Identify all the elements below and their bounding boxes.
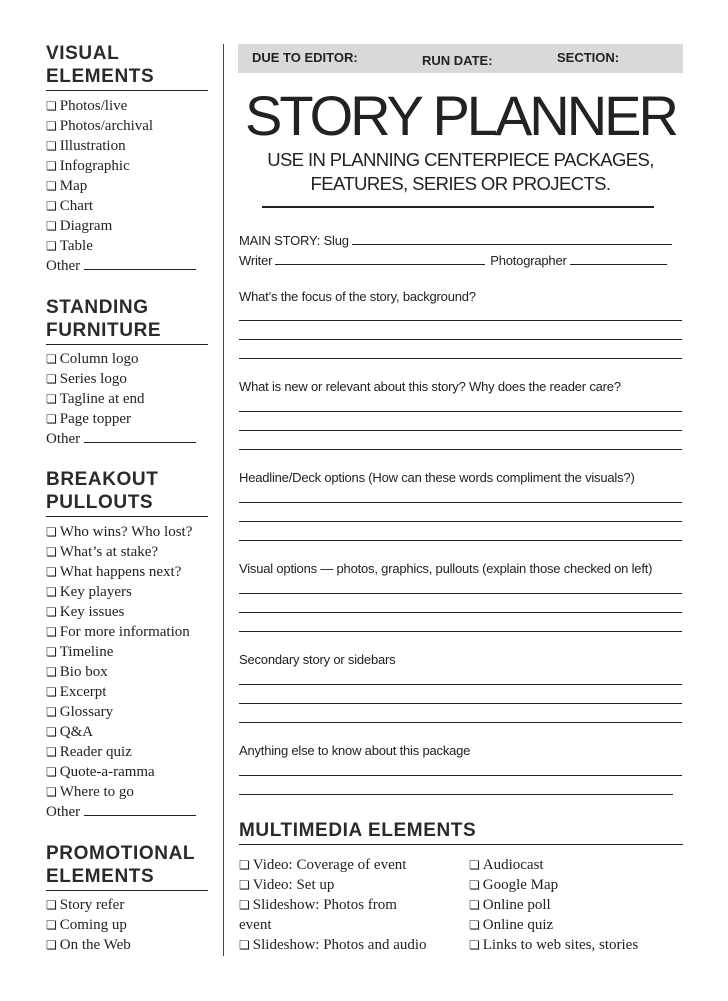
writer-blank[interactable]: [275, 252, 485, 265]
checkbox-item[interactable]: ❏ Links to web sites, stories: [469, 937, 639, 953]
checkbox-item[interactable]: ❏ Photos/live: [46, 98, 128, 114]
checkbox-icon[interactable]: ❏: [239, 938, 250, 952]
standing-furniture-heading: STANDING FURNITURE: [46, 296, 208, 345]
checkbox-item[interactable]: ❏ Reader quiz: [46, 744, 132, 760]
checkbox-icon[interactable]: ❏: [239, 898, 250, 912]
checkbox-icon[interactable]: ❏: [46, 645, 57, 659]
other-field[interactable]: Other: [46, 256, 196, 276]
answer-line[interactable]: [239, 339, 682, 340]
checkbox-item[interactable]: ❏ What happens next?: [46, 564, 182, 580]
answer-line[interactable]: [239, 612, 682, 613]
checkbox-item[interactable]: ❏ Glossary: [46, 704, 114, 720]
other-blank[interactable]: [84, 256, 196, 270]
question-new: What is new or relevant about this story? Why does the reader care?: [239, 379, 621, 394]
checkbox-item[interactable]: ❏ Photos/archival: [46, 118, 154, 134]
checkbox-icon[interactable]: ❏: [46, 352, 57, 366]
checkbox-item[interactable]: ❏ Key players: [46, 584, 132, 600]
checkbox-item[interactable]: ❏ Slideshow: Photos from: [239, 897, 397, 913]
answer-line[interactable]: [239, 631, 682, 632]
checkbox-icon[interactable]: ❏: [469, 878, 480, 892]
checkbox-icon[interactable]: ❏: [46, 525, 57, 539]
answer-line[interactable]: [239, 540, 682, 541]
checkbox-icon[interactable]: ❏: [469, 918, 480, 932]
checkbox-icon[interactable]: ❏: [46, 179, 57, 193]
checkbox-item[interactable]: ❏ Quote-a-ramma: [46, 764, 155, 780]
checkbox-icon[interactable]: ❏: [46, 119, 57, 133]
title-rule: [262, 206, 654, 208]
answer-line[interactable]: [239, 320, 682, 321]
slug-blank[interactable]: [352, 232, 672, 245]
checkbox-item[interactable]: ❏ Online quiz: [469, 917, 554, 933]
checkbox-icon[interactable]: ❏: [46, 585, 57, 599]
page-title: STORY PLANNER: [245, 84, 676, 147]
checkbox-icon[interactable]: ❏: [46, 545, 57, 559]
checkbox-item[interactable]: ❏ Illustration: [46, 138, 126, 154]
checkbox-icon[interactable]: ❏: [239, 878, 250, 892]
checkbox-item[interactable]: ❏ On the Web: [46, 937, 131, 953]
checkbox-item[interactable]: ❏ Online poll: [469, 897, 551, 913]
checkbox-icon[interactable]: ❏: [46, 665, 57, 679]
answer-line[interactable]: [239, 703, 682, 704]
checkbox-item[interactable]: ❏ Slideshow: Photos and audio: [239, 937, 427, 953]
checkbox-icon[interactable]: ❏: [46, 565, 57, 579]
checkbox-item[interactable]: ❏ Key issues: [46, 604, 125, 620]
checkbox-item[interactable]: ❏ Diagram: [46, 218, 113, 234]
other-field[interactable]: Other: [46, 802, 196, 822]
question-headline: Headline/Deck options (How can these words compliment the visuals?): [239, 470, 635, 485]
checkbox-item[interactable]: ❏ Chart: [46, 198, 94, 214]
question-visual: Visual options — photos, graphics, pullouts (explain those checked on left): [239, 561, 653, 576]
checkbox-icon[interactable]: ❏: [469, 898, 480, 912]
checkbox-icon[interactable]: ❏: [46, 219, 57, 233]
checkbox-icon[interactable]: ❏: [46, 159, 57, 173]
breakout-pullouts-heading: BREAKOUT PULLOUTS: [46, 468, 208, 517]
answer-line[interactable]: [239, 411, 682, 412]
checkbox-icon[interactable]: ❏: [46, 685, 57, 699]
section-label: SECTION:: [557, 50, 620, 65]
checkbox-item[interactable]: ❏ Q&A: [46, 724, 94, 740]
checkbox-icon[interactable]: ❏: [46, 705, 57, 719]
answer-line[interactable]: [239, 684, 682, 685]
answer-line[interactable]: [239, 430, 682, 431]
checkbox-item[interactable]: ❏ Table: [46, 238, 93, 254]
checkbox-icon[interactable]: ❏: [46, 725, 57, 739]
checkbox-icon[interactable]: ❏: [46, 605, 57, 619]
checkbox-item[interactable]: ❏ Story refer: [46, 897, 125, 913]
checkbox-icon[interactable]: ❏: [46, 372, 57, 386]
checkbox-icon[interactable]: ❏: [46, 239, 57, 253]
checkbox-item[interactable]: ❏ Timeline: [46, 644, 114, 660]
promotional-elements-heading: PROMOTIONAL ELEMENTS: [46, 842, 208, 891]
other-field[interactable]: Other: [46, 429, 196, 449]
checkbox-item[interactable]: ❏ Column logo: [46, 351, 139, 367]
header-bar: [238, 44, 683, 73]
checkbox-item[interactable]: ❏ Audiocast: [469, 857, 544, 873]
answer-line[interactable]: [239, 593, 682, 594]
column-divider: [223, 44, 224, 956]
visual-elements-heading: VISUAL ELEMENTS: [46, 42, 208, 91]
checkbox-icon[interactable]: ❏: [46, 918, 57, 932]
checkbox-item[interactable]: ❏ What’s at stake?: [46, 544, 159, 560]
checkbox-icon[interactable]: ❏: [46, 898, 57, 912]
checkbox-item[interactable]: ❏ Coming up: [46, 917, 127, 933]
checkbox-item[interactable]: ❏ Excerpt: [46, 684, 107, 700]
checkbox-item[interactable]: ❏ Video: Coverage of event: [239, 857, 407, 873]
writer-photographer-field[interactable]: Writer Photographer: [239, 252, 667, 268]
checkbox-icon[interactable]: ❏: [46, 139, 57, 153]
checkbox-icon[interactable]: ❏: [46, 765, 57, 779]
answer-line[interactable]: [239, 521, 682, 522]
due-to-editor-label: DUE TO EDITOR:: [252, 50, 358, 65]
checkbox-icon[interactable]: ❏: [239, 858, 250, 872]
question-secondary: Secondary story or sidebars: [239, 652, 396, 667]
checkbox-icon[interactable]: ❏: [46, 785, 57, 799]
checkbox-icon[interactable]: ❏: [46, 412, 57, 426]
answer-line[interactable]: [239, 722, 682, 723]
checkbox-item-continued: event: [239, 917, 272, 933]
answer-line[interactable]: [239, 502, 682, 503]
photographer-blank[interactable]: [570, 252, 667, 265]
answer-line[interactable]: [239, 775, 682, 776]
checkbox-item[interactable]: ❏ Where to go: [46, 784, 134, 800]
checkbox-icon[interactable]: ❏: [46, 392, 57, 406]
checkbox-item[interactable]: ❏ Bio box: [46, 664, 108, 680]
checkbox-icon[interactable]: ❏: [46, 199, 57, 213]
answer-line[interactable]: [239, 358, 682, 359]
run-date-label: RUN DATE:: [422, 53, 493, 68]
checkbox-item[interactable]: ❏ Who wins? Who lost?: [46, 524, 193, 540]
checkbox-item[interactable]: ❏ Page topper: [46, 411, 131, 427]
checkbox-item[interactable]: ❏ Tagline at end: [46, 391, 145, 407]
checkbox-icon[interactable]: ❏: [46, 745, 57, 759]
checkbox-icon[interactable]: ❏: [469, 938, 480, 952]
multimedia-heading: MULTIMEDIA ELEMENTS: [239, 819, 683, 845]
checkbox-item[interactable]: ❏ Infographic: [46, 158, 130, 174]
checkbox-item[interactable]: ❏ Map: [46, 178, 88, 194]
answer-line[interactable]: [239, 449, 682, 450]
checkbox-item[interactable]: ❏ Video: Set up: [239, 877, 335, 893]
checkbox-icon[interactable]: ❏: [46, 938, 57, 952]
checkbox-item[interactable]: ❏ Series logo: [46, 371, 127, 387]
other-blank[interactable]: [84, 802, 196, 816]
other-blank[interactable]: [84, 429, 196, 443]
checkbox-icon[interactable]: ❏: [469, 858, 480, 872]
question-focus: What’s the focus of the story, background?: [239, 289, 476, 304]
answer-line[interactable]: [239, 794, 673, 795]
checkbox-item[interactable]: ❏ For more information: [46, 624, 190, 640]
question-else: Anything else to know about this package: [239, 743, 471, 758]
checkbox-item[interactable]: ❏ Google Map: [469, 877, 559, 893]
checkbox-icon[interactable]: ❏: [46, 99, 57, 113]
checkbox-icon[interactable]: ❏: [46, 625, 57, 639]
page-subtitle: USE IN PLANNING CENTERPIECE PACKAGES, FEATURES, SERIES OR PROJECTS.: [267, 149, 654, 194]
main-story-slug-field[interactable]: MAIN STORY: Slug: [239, 232, 672, 248]
